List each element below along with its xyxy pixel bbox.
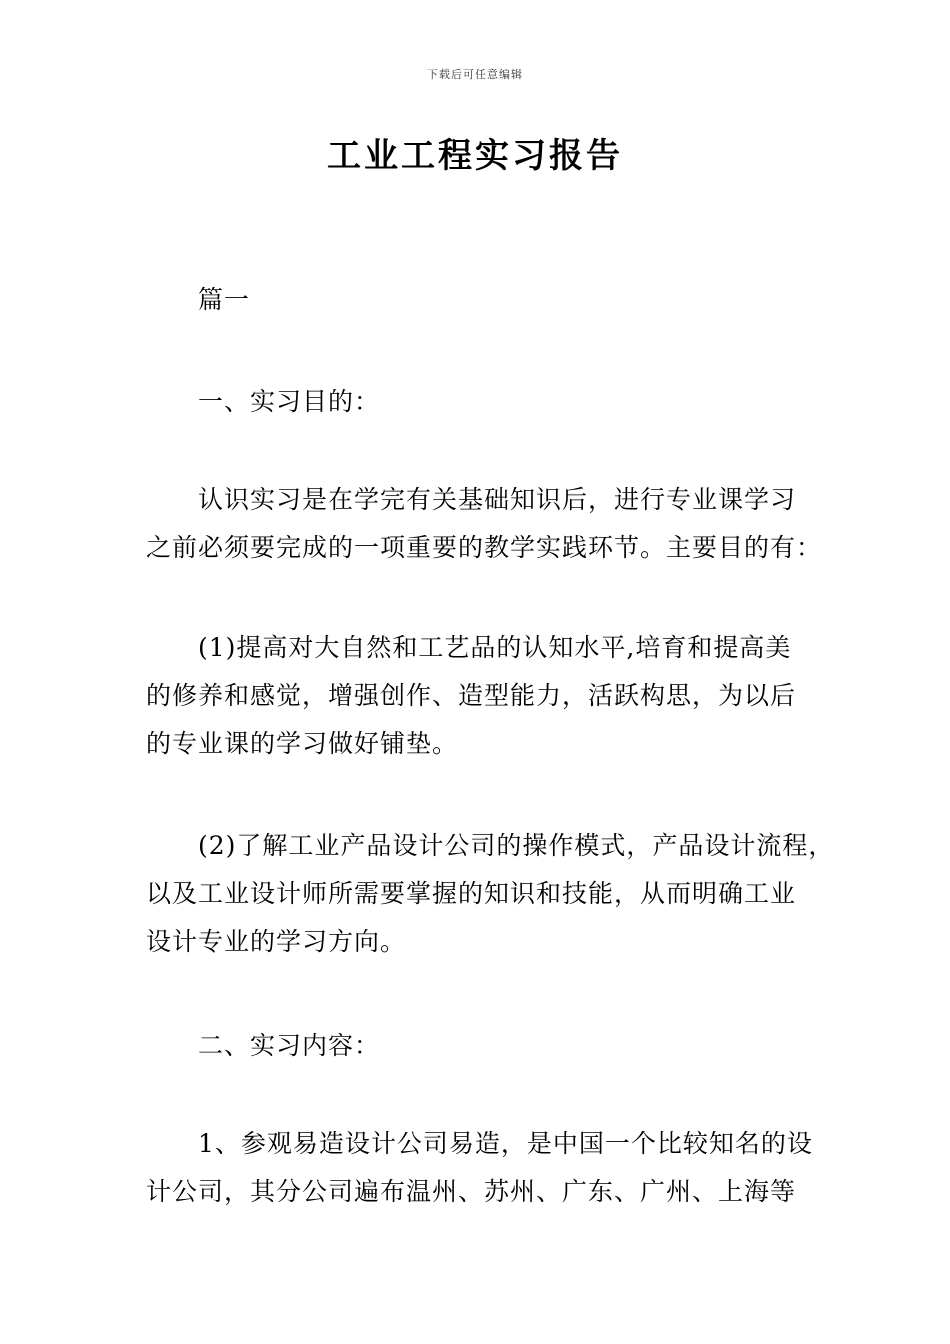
paragraph-line: 设计专业的学习方向。 (146, 927, 407, 956)
paragraph-line: (1)提高对大自然和工艺品的认知水平,培育和提高美 (198, 633, 792, 662)
paragraph-line: (2)了解工业产品设计公司的操作模式，产品设计流程， (198, 831, 835, 860)
paragraph-line: 之前必须要完成的一项重要的教学实践环节。主要目的有： (146, 533, 823, 562)
document-title: 工业工程实习报告 (327, 136, 623, 176)
part-label-text: 篇一 (198, 285, 251, 314)
paragraph-visit (146, 1120, 826, 1216)
part-label (146, 276, 826, 324)
paragraph-line: 的专业课的学习做好铺垫。 (146, 729, 459, 758)
paragraph-item-2 (146, 822, 835, 966)
section-heading-purpose (146, 378, 826, 426)
paragraph-line: 认识实习是在学完有关基础知识后，进行专业课学习 (198, 485, 797, 514)
paragraph-item-1 (146, 624, 826, 768)
section-heading-purpose-text: 一、实习目的： (198, 387, 381, 416)
paragraph-line: 的修养和感觉，增强创作、造型能力，活跃构思，为以后 (146, 681, 797, 710)
paragraph-line: 计公司，其分公司遍布温州、苏州、广东、广州、上海等 (146, 1177, 797, 1206)
section-heading-content (146, 1022, 826, 1070)
header-note: 下载后可任意编辑 (427, 68, 523, 81)
section-heading-content-text: 二、实习内容： (198, 1031, 381, 1060)
paragraph-line: 以及工业设计师所需要掌握的知识和技能，从而明确工业 (146, 879, 797, 908)
paragraph-intro (146, 476, 826, 572)
paragraph-line: 1、参观易造设计公司易造，是中国一个比较知名的设 (198, 1129, 813, 1158)
